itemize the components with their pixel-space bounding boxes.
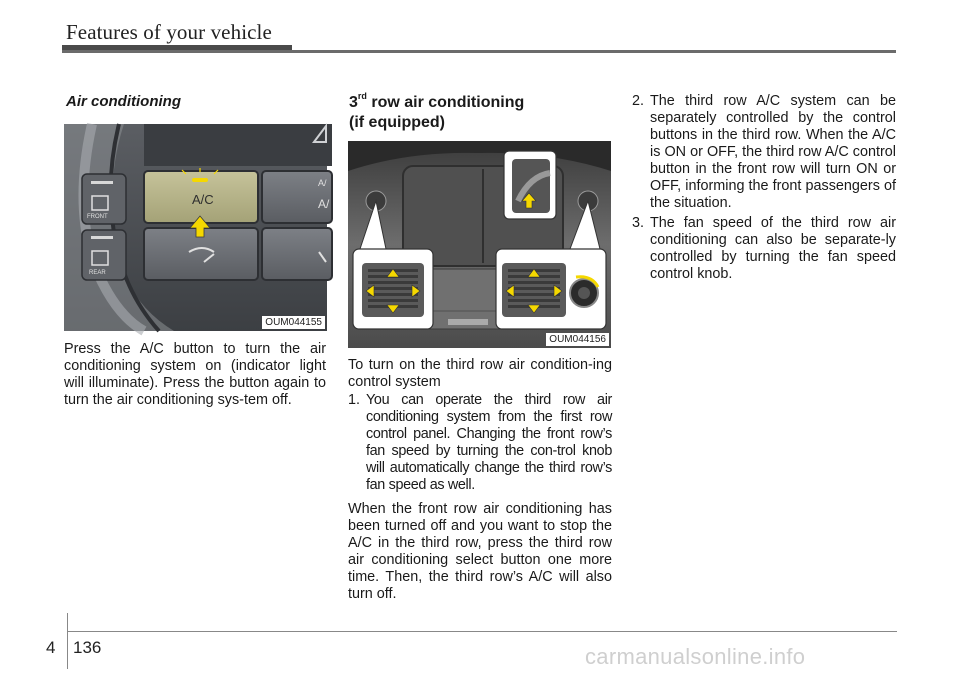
- cabin-illustration: [348, 141, 611, 348]
- list-item-2: 2. The third row A/C system can be separately controlled by the control buttons in the third row. When the A/C is ON or OFF, the third row A/C control button in the front row will turn ON or OFF, informing the front passengers of the situation.: [632, 93, 896, 211]
- right-column-text: [632, 93, 896, 283]
- figure-third-row-cabin: [348, 141, 611, 348]
- ac-indicator-light: [192, 178, 208, 182]
- figure-label: OUM044155: [262, 316, 325, 329]
- right-button-label-top: A/: [318, 178, 327, 188]
- header-rule: [62, 50, 896, 53]
- watermark: carmanualsonline.info: [585, 644, 806, 669]
- rear-defrost-label: REAR: [89, 270, 106, 276]
- footer-rule-vertical: [67, 613, 68, 669]
- section-heading-third-row-ac: 3rd row air conditioning (if equipped): [349, 91, 525, 131]
- right-button-label: A/: [318, 197, 330, 211]
- ac-button-label: A/C: [192, 192, 214, 207]
- page-header-title: Features of your vehicle: [66, 20, 272, 44]
- ac-panel-illustration: [64, 124, 330, 331]
- figure-ac-panel: [64, 124, 330, 331]
- third-row-intro: To turn on the third row air condition-ing control system: [348, 357, 612, 390]
- third-row-text: [348, 357, 612, 603]
- figure-label: OUM044156: [546, 333, 609, 346]
- list-item-1-para2: When the front row air conditioning has been turned off and you want to stop the A/C in the third row, press the third row air conditioning select button one more time. Then, the third row’s A/C will also turn off.: [348, 501, 612, 602]
- footer-page-number: 136: [73, 638, 102, 657]
- footer-chapter-number: 4: [46, 638, 56, 657]
- footer-rule-horizontal: [67, 631, 897, 632]
- list-item-3: 3. The fan speed of the third row air conditioning can also be separate-ly controlled by turning the fan speed control knob.: [632, 215, 896, 282]
- section-heading-air-conditioning: Air conditioning: [66, 93, 181, 110]
- front-defrost-label: FRONT: [87, 214, 108, 220]
- ac-paragraph: Press the A/C button to turn the air conditioning system on (indicator light will illuminate). Press the button again to turn the air conditioning sys-tem off.: [64, 341, 326, 408]
- list-item-1: 1. You can operate the third row air conditioning system from the first row control panel. Changing the front row’s fan speed by turning the con-trol knob will automatically change the third row’s fan speed as well.: [348, 392, 612, 493]
